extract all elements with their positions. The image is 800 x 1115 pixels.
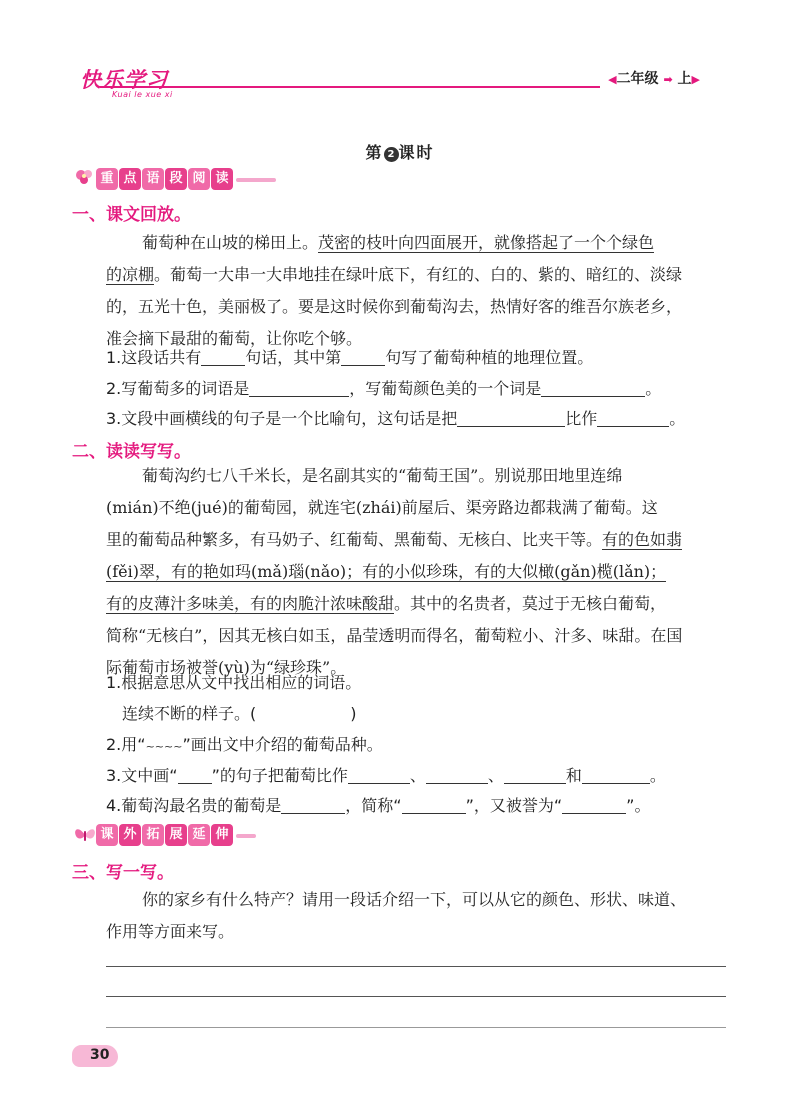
answer-blank[interactable] — [457, 409, 565, 427]
writing-prompt: 你的家乡有什么特产？请用一段话介绍一下，可以从它的颜色、形状、味道、 作用等方面来写。 — [106, 890, 687, 941]
banner-char: 伸 — [211, 824, 233, 846]
banner-char: 读 — [211, 168, 233, 190]
answer-blank[interactable] — [402, 796, 466, 814]
flower-icon — [72, 166, 98, 192]
banner-char: 拓 — [142, 824, 164, 846]
answer-blank[interactable] — [562, 796, 626, 814]
banner-tail — [236, 834, 256, 838]
banner-char: 延 — [188, 824, 210, 846]
underlined-sentence: 有的皮薄汁多味美，有的肉脆汁浓味酸甜 — [106, 594, 395, 613]
grade-text: 二年级 — [616, 71, 659, 87]
banner-char: 语 — [142, 168, 164, 190]
banner-tail — [236, 178, 276, 182]
grade-label — [600, 68, 700, 88]
banner-char: 段 — [165, 168, 187, 190]
section-title-read-write: 二、读读写写。 — [72, 442, 191, 462]
arrow-right-icon: ➡ — [663, 73, 673, 86]
page-number-badge — [72, 1045, 118, 1067]
banner-extension — [72, 822, 272, 848]
lesson-number-badge: 2 — [384, 147, 399, 162]
term-text: 上 — [677, 71, 692, 87]
banner-char: 点 — [119, 168, 141, 190]
page-number: 30 — [90, 1047, 110, 1063]
banner-char: 课 — [96, 824, 118, 846]
answer-blank[interactable] — [348, 766, 410, 784]
section-title-write: 三、写一写。 — [72, 863, 174, 883]
answer-blank[interactable] — [597, 409, 669, 427]
underlined-sentence: (fěi)翠，有的艳如玛(mǎ)瑙(nǎo)；有的小似珍珠，有的大似橄(gǎn)榄(lǎn)； — [106, 562, 667, 581]
reading-question-2: 2.用“~~~~”画出文中介绍的葡萄品种。 — [106, 735, 383, 754]
reading-passage: 葡萄沟约七八千米长，是名副其实的“葡萄王国”。别说那田地里连绵 (mián)不绝(jué)的葡萄园，就连宅(zhái)前屋后、渠旁路边都栽满了葡萄。这 里的葡萄品种繁多，有马奶子、红葡萄、黑葡萄、无核白、比夹干等。有的色如翡 (fěi)翠，有的艳如玛(mǎ)瑙(nǎo)；有的小似珍珠，有的大似橄(gǎn)榄(lǎn)； 有的皮薄汁多味美，有的肉脆汁浓味酸甜。其中的名贵者，莫过于无核白葡萄， 简称“无核白”，因其无核白如玉，晶莹透明而得名，葡萄粒小、汁多、味甜。在国 际葡萄市场被誉(yù)为“绿珍珠”。 — [106, 466, 683, 677]
reading-question-1-item: 连续不断的样子。( ) — [122, 704, 357, 723]
reading-question-1: 1.根据意思从文中找出相应的词语。 — [106, 673, 362, 692]
answer-blank[interactable] — [541, 379, 645, 397]
brand-logo: 快乐学习 — [80, 68, 168, 92]
underlined-sentence-end: 的凉棚 — [106, 265, 155, 284]
writing-line[interactable] — [106, 1027, 726, 1028]
wavy-line-mark: ~~~~ — [145, 740, 183, 753]
underlined-sentence: 有的色如翡 — [602, 530, 683, 549]
review-question-1: 1.这段话共有 句话，其中第 句写了葡萄种植的地理位置。 — [106, 348, 594, 367]
underlined-sentence: 茂密的枝叶向四面展开，就像搭起了一个个绿色 — [318, 233, 655, 252]
answer-blank[interactable] — [426, 766, 488, 784]
answer-blank[interactable] — [249, 379, 349, 397]
lesson-title: 第 2 课时 — [365, 143, 435, 162]
writing-line[interactable] — [106, 966, 726, 967]
section-title-review: 一、课文回放。 — [72, 205, 191, 225]
brand-logo-subtitle: Kuai le xue xi — [112, 90, 173, 99]
butterfly-icon — [72, 822, 98, 848]
review-question-3: 3.文段中画横线的句子是一个比喻句，这句话是把 比作 。 — [106, 409, 686, 428]
answer-blank[interactable] — [341, 348, 385, 366]
writing-line[interactable] — [106, 996, 726, 997]
right-triangle-icon: ▶ — [691, 73, 700, 86]
page-header — [0, 60, 800, 110]
banner-char: 展 — [165, 824, 187, 846]
reading-question-3: 3.文中画“ ”的句子把葡萄比作 、 、 和 。 — [106, 766, 666, 785]
answer-blank[interactable] — [504, 766, 566, 784]
banner-key-reading — [72, 166, 272, 192]
reading-question-4: 4.葡萄沟最名贵的葡萄是 ，简称“ ”，又被誉为“ ”。 — [106, 796, 651, 815]
underline-mark — [178, 766, 212, 784]
review-passage: 葡萄种在山坡的梯田上。茂密的枝叶向四面展开，就像搭起了一个个绿色 的凉棚。葡萄一大串一大串地挂在绿叶底下，有红的、白的、紫的、暗红的、淡绿 的，五光十色，美丽极了。要是这时候你到葡萄沟去，热情好客的维吾尔族老乡， 准会摘下最甜的葡萄，让你吃个够。 — [106, 233, 683, 348]
banner-char: 外 — [119, 824, 141, 846]
review-question-2: 2.写葡萄多的词语是 ，写葡萄颜色美的一个词是 。 — [106, 379, 662, 398]
answer-blank[interactable] — [201, 348, 245, 366]
answer-blank[interactable] — [582, 766, 650, 784]
left-triangle-icon: ◀ — [608, 73, 617, 86]
banner-char: 重 — [96, 168, 118, 190]
answer-blank[interactable] — [281, 796, 345, 814]
banner-char: 阅 — [188, 168, 210, 190]
